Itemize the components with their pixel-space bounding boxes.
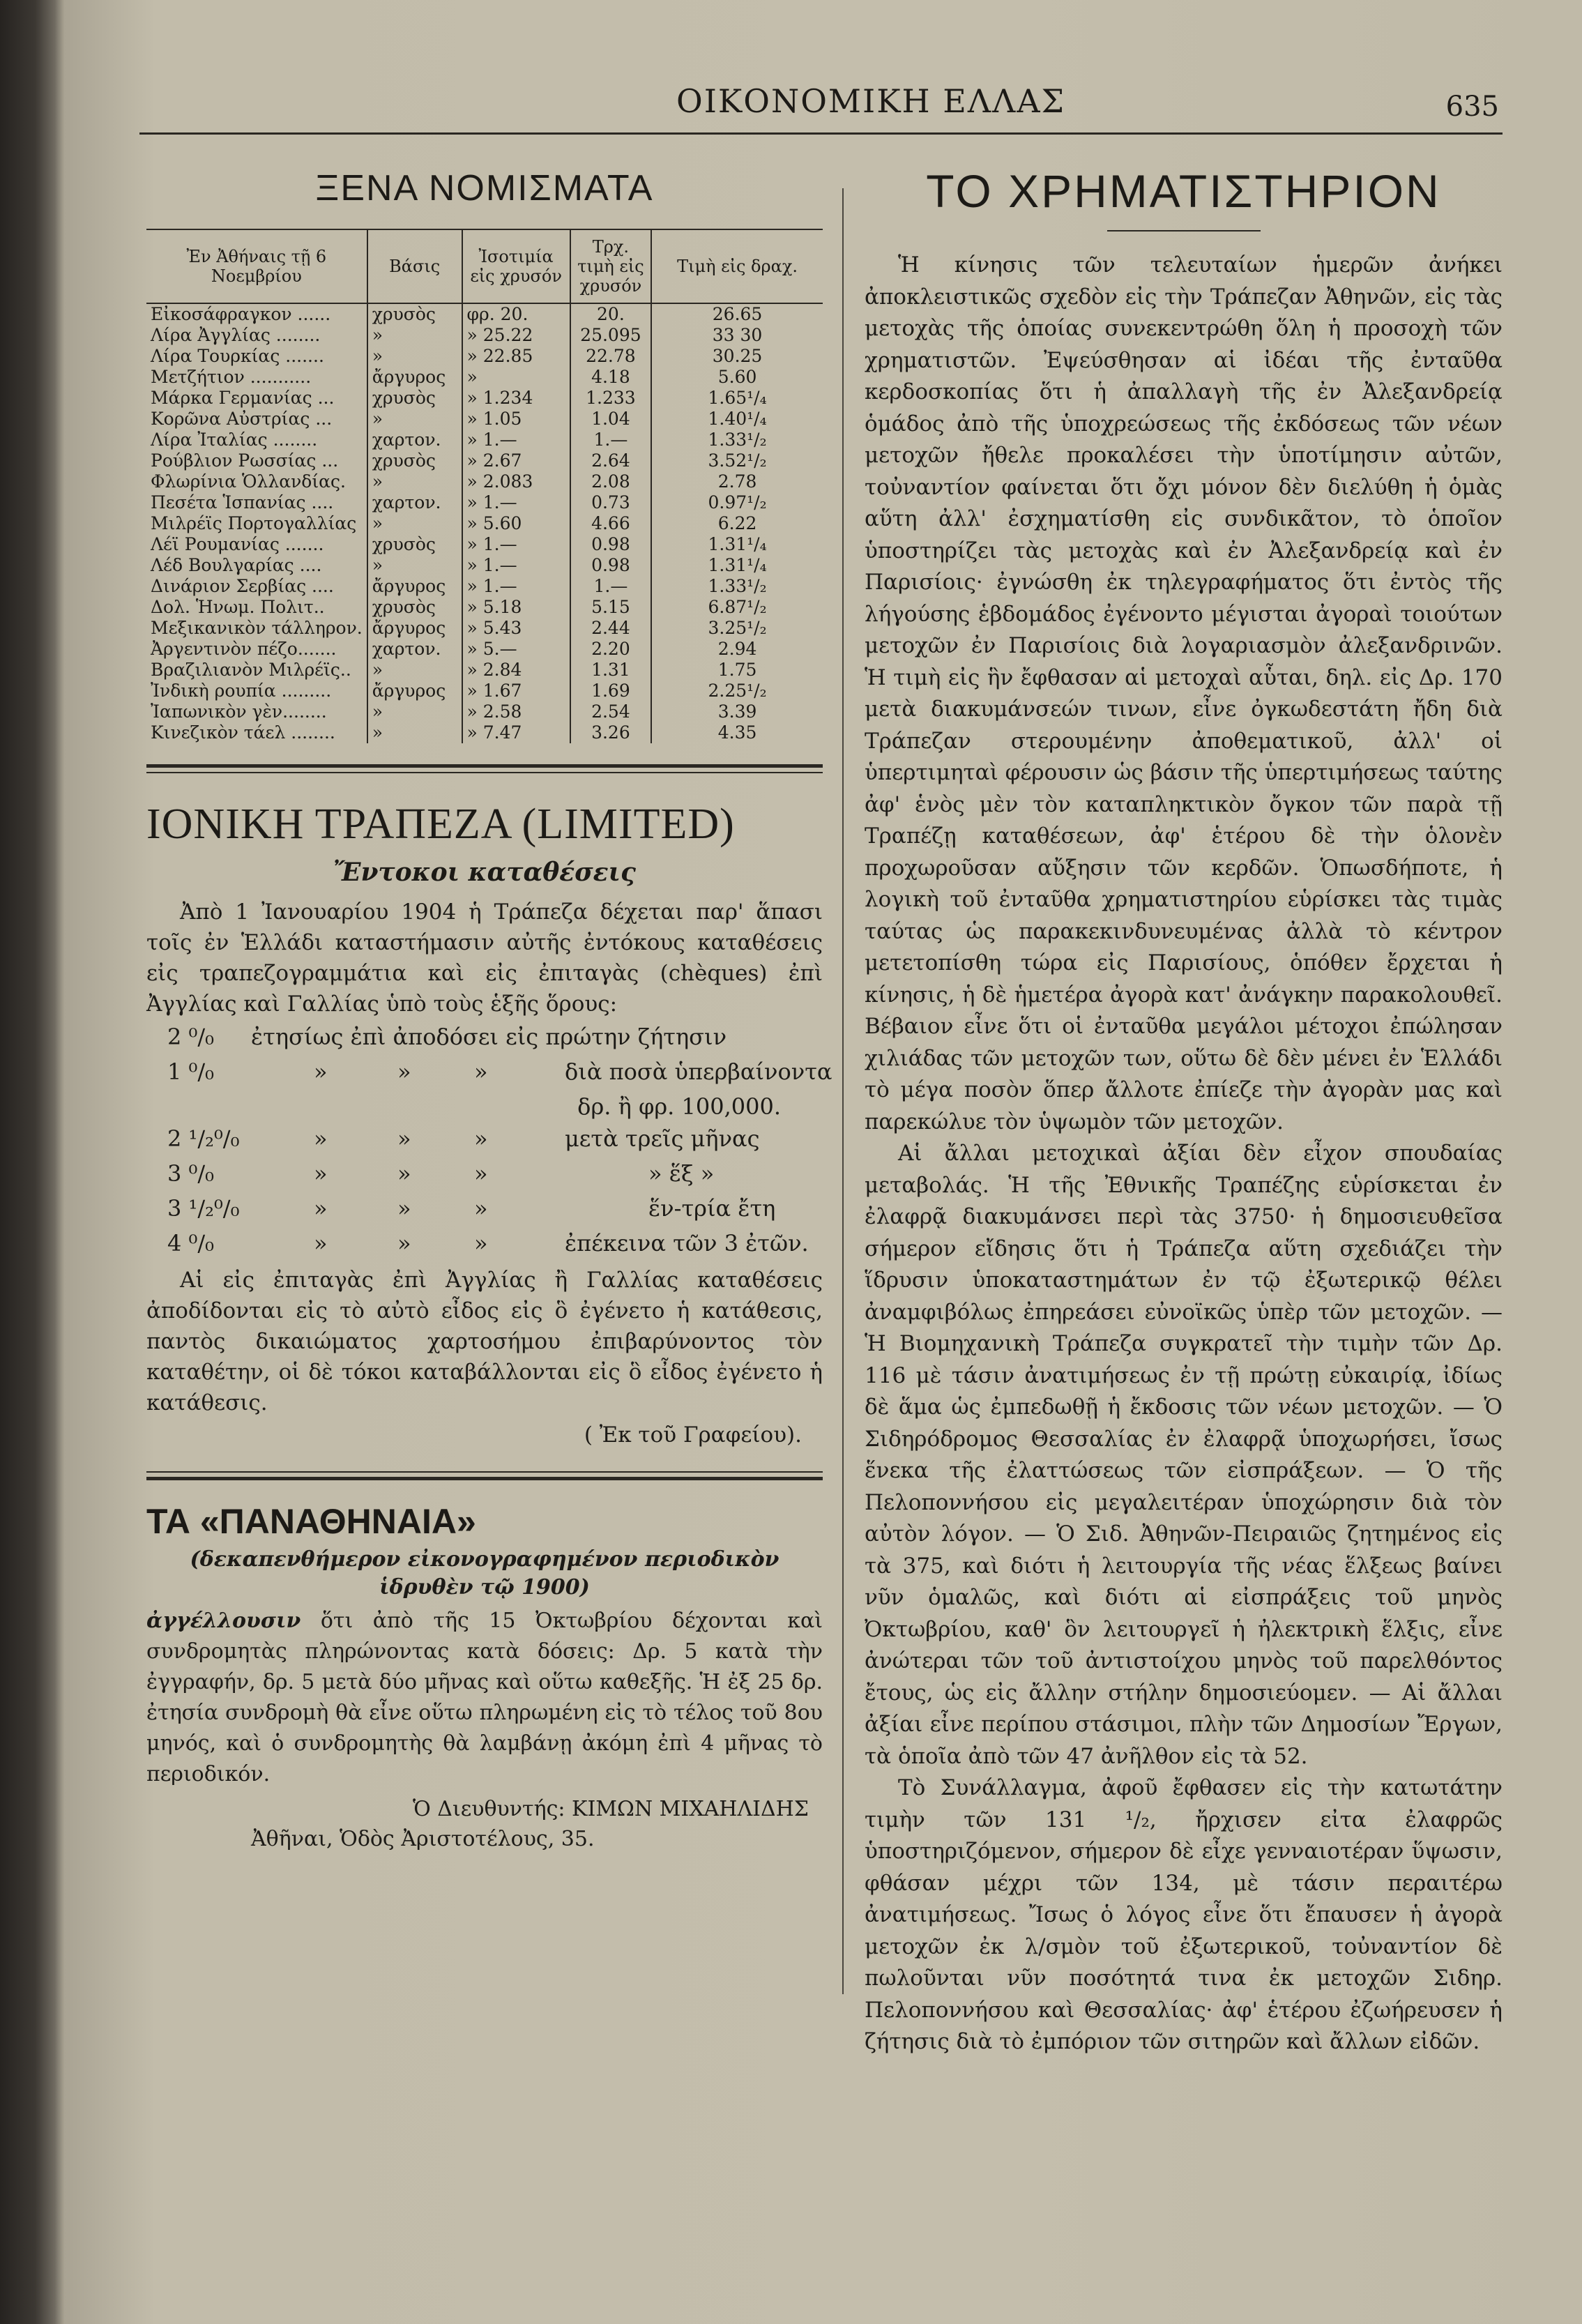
bank-subtitle: Ἔντοκοι καταθέσεις (333, 858, 636, 887)
current-gold-price: 0.98 (570, 555, 651, 576)
currency-row (146, 701, 823, 722)
rate-text: ἐπέκεινα τῶν 3 ἐτῶν. (565, 1230, 809, 1256)
currency-row (146, 492, 823, 513)
currency-name: Λίρα Ἀγγλίας ........ (146, 325, 367, 346)
currency-name: Δινάριον Σερβίας .... (146, 576, 367, 597)
drachma-price: 26.65 (712, 304, 763, 324)
section-rule (146, 772, 823, 773)
currency-parity: » (462, 367, 570, 388)
currency-basis: χρυσὸς (367, 450, 462, 471)
exchange-paragraph: Αἱ ἄλλαι μετοχικαὶ ἀξίαι δὲν εἶχον σπουδαίας μεταβολάς. Ἡ τῆς Ἐθνικῆς Τραπέζης εὑρίσκεται ἐν ἐλαφρᾷ διακυμάνσει περὶ τὰς 3750· ἡ δημοσιευθεῖσα σήμερον εἴδησις ὅτι ἡ Τράπεζα αὕτη σχεδιάζει τὴν ἵδρυσιν ὑποκαταστημάτων ἐν τῷ ἐξωτερικῷ θέλει ἀναμφιβόλως ἐπηρεάσει εὐνοϊκῶς ὑπὲρ τῶν μετοχῶν. — Ἡ Βιομηχανικὴ Τράπεζα συγκρατεῖ τὴν τιμὴν τῶν Δρ. 116 μὲ τάσιν ἀνατιμήσεως ἐν τῇ πρώτῃ εὐκαιρίᾳ, ἰδίως δὲ ἅμα ὡς ἐμπεδωθῇ ἡ ἔκδοσις τῶν νέων μετοχῶν. — Ὁ Σιδηρόδρομος Θεσσαλίας ἐν ἐλαφρᾷ ὑποχωρήσει, ἴσως ἕνεκα τῆς ἐλαττώσεως τῶν εἰσπράξεων. — Ὁ τῆς Πελοποννήσου εἰς μεγαλειτέραν ὑποχώρησιν διὰ τὸν αὐτὸν λόγον. — Ὁ Σιδ. Ἀθηνῶν-Πειραιῶς ζητημένος εἰς τὰ 375, καὶ διότι ἡ λειτουργία τῆς νέας ἕλξεως βαίνει νῦν ὁμαλῶς, καὶ διότι αἱ εἰσπράξεις τοῦ μηνὸς Ὀκτωβρίου, καθ' ὃν λειτουργεῖ ἡ ἠλεκτρικὴ ἕλξις, εἶνε ἀνώτεραι τῶν τοῦ ἀντιστοίχου μηνὸς τοῦ παρελθόντος ἔτους, ὡς εἰς ἄλλην στήλην δημοσιεύομεν. — Αἱ ἄλλαι ἀξίαι εἶνε περίπου στάσιμοι, πλὴν τῶν Δημοσίων Ἔργων, τὰ ὁποῖα ἀπὸ τῶν 47 ἀνῆλθον εἰς τὰ 52. (865, 1141, 1503, 1769)
title-rule (1107, 230, 1261, 231)
lead-word: ἀγγέλλουσιν (146, 1609, 301, 1633)
currency-basis: » (367, 555, 462, 576)
currency-basis: χαρτον. (367, 430, 462, 450)
drachma-price: 3.25¹/₂ (708, 618, 767, 638)
current-gold-price: 0.73 (570, 492, 651, 513)
ditto-mark: » (314, 1195, 328, 1222)
currency-parity: » 1.— (462, 492, 570, 513)
currency-basis: χαρτον. (367, 492, 462, 513)
currency-parity: » 2.58 (462, 701, 570, 722)
currency-name: Λίρα Ἰταλίας ........ (146, 430, 367, 450)
rate-value: 1 ⁰/₀ (167, 1058, 214, 1085)
currency-row (146, 450, 823, 471)
current-gold-price: 3.26 (570, 722, 651, 743)
rate-row (146, 1024, 823, 1058)
column-divider (842, 188, 844, 1994)
drachma-price: 1.31¹/₄ (708, 534, 767, 554)
current-gold-price: 25.095 (570, 325, 651, 346)
currency-parity: » 1.67 (462, 681, 570, 701)
drachma-price: 33 30 (712, 325, 763, 345)
currency-basis: » (367, 346, 462, 367)
current-gold-price: 1.69 (570, 681, 651, 701)
rate-note: δρ. ἢ φρ. 100,000. (577, 1093, 781, 1120)
current-gold-price: 1.— (570, 576, 651, 597)
drachma-price: 6.87¹/₂ (708, 597, 767, 617)
bank-source: ( Ἐκ τοῦ Γραφείου). (584, 1422, 802, 1448)
body-text: ὅτι ἀπὸ τῆς 15 Ὀκτωβρίου δέχονται καὶ συνδρομητὰς πληρώνοντας κατὰ δόσεις: Δρ. 5 κατὰ τὴν ἐγγραφήν, δρ. 5 μετὰ δύο μῆνας καὶ οὕτω καθεξῆς. Ἡ ἐξ 25 δρ. ἐτησία συνδρομὴ θὰ εἶνε οὕτω πληρωμένη εἰς τὸ τέλος τοῦ 8ου μηνός, καὶ ὁ συνδρομητὴς θὰ λαμβάνῃ ἀκόμη ἐπὶ 4 μῆνας τὸ περιοδικόν. (146, 1609, 823, 1786)
currency-name: Φλωρίνια Ὁλλανδίας. (146, 471, 367, 492)
ditto-mark: » (397, 1195, 411, 1222)
right-column (865, 139, 1503, 2058)
currency-basis: » (367, 513, 462, 534)
currency-basis: χρυσὸς (367, 388, 462, 409)
currency-basis: χαρτον. (367, 639, 462, 660)
currency-parity: » 22.85 (462, 346, 570, 367)
column-header: Τρχ. τιμὴ εἰς χρυσόν (570, 229, 651, 303)
rate-value: 2 ¹/₂⁰/₀ (167, 1125, 240, 1152)
rate-text: ἕν-τρία ἔτη (648, 1195, 776, 1222)
rate-row (146, 1195, 823, 1230)
currency-parity: » 5.43 (462, 618, 570, 639)
subtitle-line: (δεκαπενθήμερον εἰκονογραφημένον περιοδικὸν (190, 1547, 779, 1572)
drachma-price: 2.94 (717, 639, 757, 659)
panathenaia-title: ΤΑ «ΠΑΝΑΘΗΝΑΙΑ» (146, 1502, 476, 1541)
left-column (146, 139, 832, 1851)
currency-name: Βραζιλιανὸν Μιλρέϊς.. (146, 660, 367, 681)
ditto-mark: » (314, 1230, 328, 1256)
column-header: Ἰσοτιμία εἰς χρυσόν (462, 229, 570, 303)
currency-row (146, 367, 823, 388)
ditto-mark: » (314, 1125, 328, 1152)
rate-text: διὰ ποσὰ ὑπερβαίνοντα (565, 1058, 832, 1085)
currency-name: Κινεζικὸν τάελ ........ (146, 722, 367, 743)
deposit-rates (146, 1024, 832, 1265)
running-title: ΟΙΚΟΝΟΜΙΚΗ ΕΛΛΑΣ (676, 82, 1066, 120)
currency-row (146, 303, 823, 325)
currency-name: Μεξικανικὸν τάλληρον. (146, 618, 367, 639)
ditto-mark: » (314, 1058, 328, 1085)
currency-basis: » (367, 660, 462, 681)
currency-parity: » 1.234 (462, 388, 570, 409)
current-gold-price: 2.54 (570, 701, 651, 722)
currency-name: Εἰκοσάφραγκον ...... (146, 303, 367, 325)
currency-basis: ἄργυρος (367, 576, 462, 597)
currency-name: Ἀργεντινὸν πέζο....... (146, 639, 367, 660)
exchange-paragraph: Ἡ κίνησις τῶν τελευταίων ἡμερῶν ἀνήκει ἀποκλειστικῶς σχεδὸν εἰς τὴν Τράπεζαν Ἀθηνῶν, εἰς τὰς μετοχὰς τῆς ὁποίας συνεκεντρώθη ὅλη ἡ προσοχὴ τῶν χρηματιστῶν. Ἐψεύσθησαν αἱ ἰδέαι τῆς ἐνταῦθα κερδοσκοπίας ὅτι ἡ ἀπαλλαγὴ τῆς ἐν Ἀλεξανδρείᾳ ὁμάδος ἀπὸ τῆς ὑποχρεώσεως τῆς ἐκδόσεως τῶν νέων μετοχῶν ἤθελε προκαλέσει τὴν ὑποτίμησιν αὐτῶν, τοὐναντίον φαίνεται ὅτι ὄχι μόνον δὲν διελύθη ἡ ὁμὰς αὕτη ἀλλ' ἐσχηματίσθη εἰς συνδικᾶτον, τὸ ὁποῖον ὑποστηρίζει τὰς μετοχὰς καὶ ἐν Ἀλεξανδρείᾳ καὶ ἐν Παρισίοις· ἐγνώσθη ἐκ τηλεγραφήματος ὅτι ἐντὸς τῆς λήγούσης ἑβδομάδος ἐγένοντο μέγισται ἀγοραὶ τοιούτων μετοχῶν ἐν Παρισίοις διὰ λογαριασμὸν ἀλεξανδρινῶν. Ἡ τιμὴ εἰς ἣν ἔφθασαν αἱ μετοχαὶ αὗται, δηλ. εἰς Δρ. 170 μετὰ διακυμάνσεών τινων, εἶνε ὀγκωδεστάτη ἤδη διὰ Τράπεζαν στερουμένην ἀποθεματικοῦ, ἀλλ' οἱ ὑπερτιμηταὶ φέρουσιν ὡς βάσιν τῆς ὑπερτιμήσεως ταύτης ἀφ' ἑνὸς μὲν τὸν καταπληκτικὸν ὄγκον τῶν παρὰ τῇ Τραπέζῃ καταθέσεων, ἀφ' ἑτέρου δὲ τὴν ὁλονὲν προχωροῦσαν αὔξησιν τῶν κερδῶν. Ὁπωσδήποτε, ἡ λογικὴ τοῦ ἐνταῦθα χρηματιστηρίου εὑρίσκει τὰς τιμὰς ταύτας ὡς παρακεκινδυνευμένας ἀλλὰ τὸ κέντρον μετετοπίσθη τώρα εἰς Παρισίους, ὁπόθεν ἔρχεται ἡ κίνησις, ἡ δὲ ἡμετέρα ἀγορὰ κατ' ἀνάγκην παρακολουθεῖ. Βέβαιον εἶνε ὅτι οἱ ἐνταῦθα μεγάλοι μέτοχοι ἐπώλησαν χιλιάδας τῶν μετοχῶν των, οὕτω δὲ δὲν μένει ἐν Ἑλλάδι τὸ μέγα ποσὸν ὅπερ ἄλλοτε ἐπίεζε τὴν ἀγορὰν μας καὶ παρεκώλυε τὸν ὑψωμὸν τῶν μετοχῶν. (865, 252, 1503, 1134)
drachma-price: 4.35 (717, 722, 757, 743)
currency-name: Μάρκα Γερμανίας ... (146, 388, 367, 409)
ditto-mark: » (474, 1230, 488, 1256)
currency-parity: » 2.67 (462, 450, 570, 471)
drachma-price: 1.31¹/₄ (708, 555, 767, 575)
drachma-price: 2.78 (717, 471, 757, 492)
currency-name: Λίρα Τουρκίας ....... (146, 346, 367, 367)
section-rule (146, 1477, 823, 1480)
rate-row (146, 1058, 832, 1093)
current-gold-price: 4.18 (570, 367, 651, 388)
book-spine (0, 0, 64, 2324)
currencies-title: ΞΕΝΑ ΝΟΜΙΣΜΑΤΑ (315, 168, 654, 208)
rate-value: 3 ¹/₂⁰/₀ (167, 1195, 240, 1222)
currency-row (146, 513, 823, 534)
currency-basis: » (367, 325, 462, 346)
currency-row (146, 388, 823, 409)
currency-parity: » 1.— (462, 534, 570, 555)
drachma-price: 6.22 (717, 513, 757, 533)
currency-row (146, 430, 823, 450)
currency-parity: » 7.47 (462, 722, 570, 743)
column-header: Τιμὴ εἰς δραχ. (651, 229, 823, 303)
currency-parity: » 1.— (462, 576, 570, 597)
column-header: Βάσις (367, 229, 462, 303)
panathenaia-body (146, 1606, 823, 1790)
current-gold-price: 2.20 (570, 639, 651, 660)
rate-text: ἐτησίως ἐπὶ ἀποδόσει εἰς πρώτην ζήτησιν (251, 1024, 727, 1050)
rate-text: μετὰ τρεῖς μῆνας (565, 1125, 760, 1152)
currency-name: Κορῶνα Αὐστρίας ... (146, 409, 367, 430)
currency-row (146, 555, 823, 576)
rate-value: 4 ⁰/₀ (167, 1230, 214, 1256)
drachma-price: 0.97¹/₂ (708, 492, 767, 512)
drachma-price: 3.52¹/₂ (708, 450, 767, 471)
currency-row (146, 639, 823, 660)
currency-basis: » (367, 409, 462, 430)
director-line: Ὁ Διευθυντής: ΚΙΜΩΝ ΜΙΧΑΗΛΙΔΗΣ (412, 1797, 809, 1821)
currency-name: Ρούβλιον Ρωσσίας ... (146, 450, 367, 471)
currency-parity: » 5.— (462, 639, 570, 660)
currency-basis: ἄργυρος (367, 618, 462, 639)
currency-table (146, 229, 823, 743)
current-gold-price: 2.64 (570, 450, 651, 471)
ditto-mark: » (397, 1058, 411, 1085)
currency-basis: » (367, 701, 462, 722)
currency-basis: » (367, 722, 462, 743)
address-line: Ἀθῆναι, Ὁδὸς Ἀριστοτέλους, 35. (251, 1827, 595, 1851)
current-gold-price: 5.15 (570, 597, 651, 618)
rate-value: 3 ⁰/₀ (167, 1160, 214, 1187)
rate-row (146, 1125, 823, 1160)
currency-row (146, 681, 823, 701)
currency-name: Ἰνδικὴ ρουπία ......... (146, 681, 367, 701)
current-gold-price: 2.44 (570, 618, 651, 639)
drachma-price: 30.25 (712, 346, 763, 366)
current-gold-price: 4.66 (570, 513, 651, 534)
currency-name: Λέϊ Ρουμανίας ....... (146, 534, 367, 555)
currency-parity: » 1.— (462, 430, 570, 450)
current-gold-price: 1.— (570, 430, 651, 450)
rate-value: 2 ⁰/₀ (167, 1024, 214, 1050)
drachma-price: 1.33¹/₂ (708, 576, 767, 596)
currency-row (146, 409, 823, 430)
currency-row (146, 722, 823, 743)
currency-basis: χρυσὸς (367, 534, 462, 555)
currency-basis: χρυσὸς (367, 597, 462, 618)
currency-parity: » 2.083 (462, 471, 570, 492)
current-gold-price: 20. (570, 303, 651, 325)
currency-row (146, 576, 823, 597)
currency-parity: » 1.— (462, 555, 570, 576)
section-rule (146, 764, 823, 768)
currency-name: Μετζήτιον ........... (146, 367, 367, 388)
current-gold-price: 1.31 (570, 660, 651, 681)
drachma-price: 3.39 (717, 701, 757, 722)
exchange-paragraph: Τὸ Συνάλλαγμα, ἀφοῦ ἔφθασεν εἰς τὴν κατωτάτην τιμὴν τῶν 131 ¹/₂, ἤρχισεν εἰτα ἐλαφρῶς ὑποστηριζόμενον, σήμερον δὲ εἶχε γενναιοτέραν ὕψωσιν, φθάσαν μέχρι τῶν 134, μὲ τάσιν περαιτέρω ἀνατιμήσεως. Ἴσως ὁ λόγος εἶνε ὅτι ἔπαυσεν ἡ ἀγορὰ μετοχῶν ἐκ λ/σμὸν τοῦ ἐξωτερικοῦ, τοὐναντίον δὲ πωλοῦνται νῦν ποσότητά τινα ἐκ μετοχῶν Σιδηρ. Πελοποννήσου καὶ Θεσσαλίας· ἀφ' ἑτέρου ἐζωήρευσεν ἡ ζήτησις διὰ τὸ ἐμπόριον τῶν σιτηρῶν καὶ ἄλλων εἰδῶν. (865, 1775, 1503, 2054)
currency-parity: » 25.22 (462, 325, 570, 346)
rate-row (146, 1230, 823, 1265)
current-gold-price: 22.78 (570, 346, 651, 367)
current-gold-price: 0.98 (570, 534, 651, 555)
bank-intro: Ἀπὸ 1 Ἰανουαρίου 1904 ἡ Τράπεζα δέχεται παρ' ἅπασι τοῖς ἐν Ἑλλάδι καταστήμασιν αὐτῆς ἐντόκους καταθέσεις εἰς τραπεζογραμμάτια καὶ εἰς ἐπιταγὰς (chèques) ἐπὶ Ἀγγλίας καὶ Γαλλίας ὑπὸ τοὺς ἑξῆς ὅρους: (146, 899, 823, 1017)
header-rule (139, 132, 1503, 135)
currency-parity: » 1.05 (462, 409, 570, 430)
currency-table-body (146, 303, 823, 743)
currency-row (146, 325, 823, 346)
ditto-mark: » (397, 1230, 411, 1256)
currency-basis: χρυσὸς (367, 303, 462, 325)
ditto-mark: » (474, 1125, 488, 1152)
exchange-title: ΤΟ ΧΡΗΜΑΤΙΣΤΗΡΙΟΝ (926, 165, 1441, 217)
column-header: Ἐν Ἀθήναις τῇ 6 Νοεμβρίου (146, 229, 367, 303)
drachma-price: 1.65¹/₄ (708, 388, 767, 408)
page-number: 635 (1445, 91, 1499, 123)
drachma-price: 1.33¹/₂ (708, 430, 767, 450)
currency-basis: ἄργυρος (367, 681, 462, 701)
page-header (139, 77, 1499, 132)
section-rule (146, 1471, 823, 1473)
panathenaia-subtitle (146, 1546, 823, 1602)
bank-title: ΙΟΝΙΚΗ ΤΡΑΠΕΖΑ (LIMITED) (146, 800, 735, 848)
currency-parity: φρ. 20. (462, 303, 570, 325)
ditto-mark: » (474, 1058, 488, 1085)
currency-name: Λέδ Βουλγαρίας .... (146, 555, 367, 576)
currency-name: Πεσέτα Ἱσπανίας .... (146, 492, 367, 513)
currency-name: Ἰαπωνικὸν γὲν........ (146, 701, 367, 722)
currency-name: Δολ. Ἡνωμ. Πολιτ.. (146, 597, 367, 618)
current-gold-price: 1.233 (570, 388, 651, 409)
drachma-price: 1.40¹/₄ (708, 409, 767, 429)
drachma-price: 2.25¹/₂ (708, 681, 767, 701)
drachma-price: 5.60 (717, 367, 757, 387)
currency-basis: ἄργυρος (367, 367, 462, 388)
ditto-mark: » (474, 1160, 488, 1187)
rate-text: » ἕξ » (648, 1160, 715, 1187)
currency-parity: » 2.84 (462, 660, 570, 681)
currency-row (146, 346, 823, 367)
currency-parity: » 5.60 (462, 513, 570, 534)
currency-name: Μιλρέϊς Πορτογαλλίας (146, 513, 367, 534)
currency-parity: » 5.18 (462, 597, 570, 618)
currency-basis: » (367, 471, 462, 492)
ditto-mark: » (397, 1160, 411, 1187)
currency-table-header (146, 229, 823, 303)
ditto-mark: » (474, 1195, 488, 1222)
currency-row (146, 660, 823, 681)
ditto-mark: » (314, 1160, 328, 1187)
currency-row (146, 618, 823, 639)
ditto-mark: » (397, 1125, 411, 1152)
currency-row (146, 534, 823, 555)
drachma-price: 1.75 (717, 660, 757, 680)
bank-closing: Αἱ εἰς ἐπιταγὰς ἐπὶ Ἀγγλίας ἢ Γαλλίας καταθέσεις ἀποδίδονται εἰς τὸ αὐτὸ εἶδος εἰς ὃ ἐγένετο ἡ κατάθεσις, παντὸς δικαιώματος χαρτοσήμου ἐπιβαρύνοντος τὸν καταθέτην, οἱ δὲ τόκοι καταβάλλονται εἰς ὃ εἶδος ἐγένετο ἡ κατάθεσις. (146, 1268, 823, 1415)
currency-row (146, 471, 823, 492)
current-gold-price: 2.08 (570, 471, 651, 492)
subtitle-line: ἱδρυθὲν τῷ 1900) (379, 1575, 590, 1600)
current-gold-price: 1.04 (570, 409, 651, 430)
rate-row (146, 1160, 823, 1195)
currency-row (146, 597, 823, 618)
